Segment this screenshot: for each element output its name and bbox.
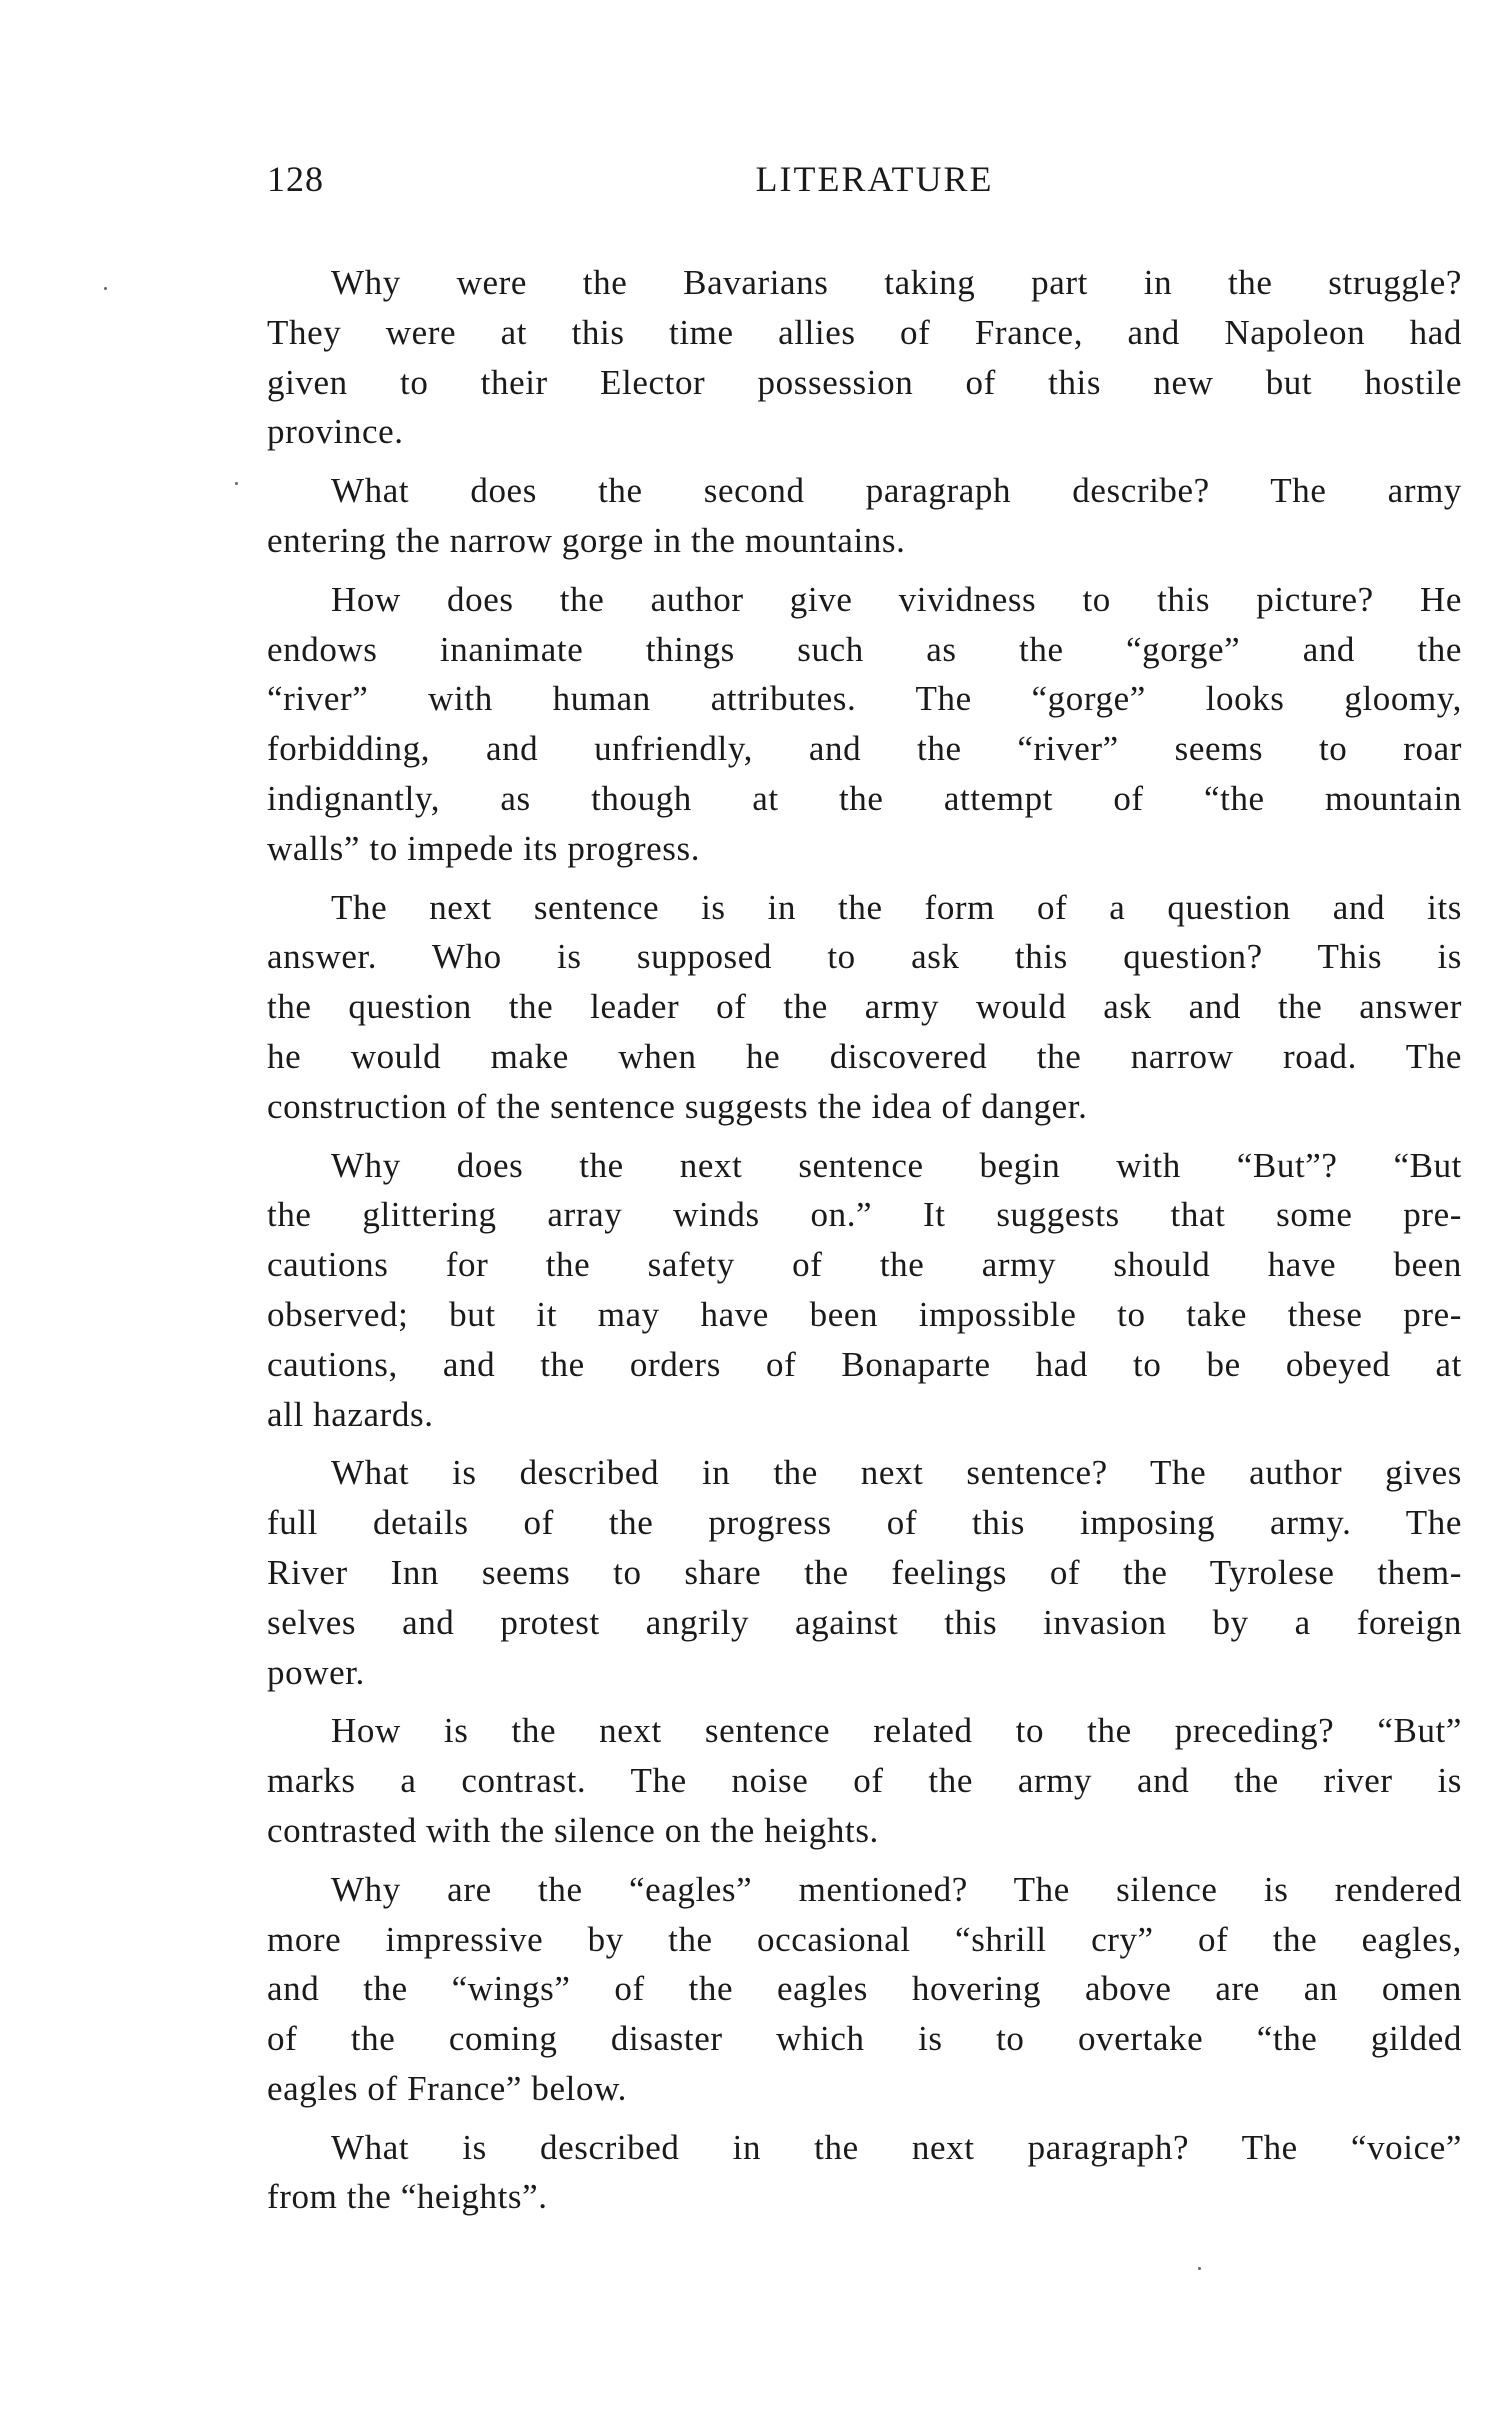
text-line: construction of the sentence suggests the idea of danger. <box>267 1086 1088 1126</box>
text-line: he would make when he discovered the narrow road. The <box>267 1036 1462 1076</box>
text-line: all hazards. <box>267 1394 434 1434</box>
page-body <box>267 258 1462 2231</box>
paragraph <box>267 1865 1462 2114</box>
paragraph <box>267 575 1462 874</box>
text-line: indignantly, as though at the attempt of “the mountain <box>267 778 1462 818</box>
text-line: province. <box>267 412 404 452</box>
paragraph <box>267 883 1462 1132</box>
text-line: and the “wings” of the eagles hovering above are an omen <box>267 1969 1462 2009</box>
text-line: more impressive by the occasional “shrill cry” of the eagles, <box>267 1919 1462 1959</box>
text-line: power. <box>267 1652 365 1692</box>
text-line: full details of the progress of this imposing army. The <box>267 1503 1462 1543</box>
running-title: LITERATURE <box>755 159 994 199</box>
text-line: What is described in the next paragraph? The “voice” <box>331 2127 1462 2167</box>
text-line: walls” to impede its progress. <box>267 828 701 868</box>
paragraph <box>267 1448 1462 1697</box>
text-line: cautions, and the orders of Bonaparte had to be obeyed at <box>267 1344 1462 1384</box>
scan-speck <box>235 482 238 485</box>
text-line: given to their Elector possession of this new but hostile <box>267 362 1462 402</box>
text-line: Why were the Bavarians taking part in the struggle? <box>331 263 1462 302</box>
paragraph <box>267 466 1462 566</box>
text-line: selves and protest angrily against this invasion by a foreign <box>267 1602 1462 1642</box>
running-header <box>267 158 1462 208</box>
text-line: answer. Who is supposed to ask this question? This is <box>267 937 1462 977</box>
text-line: What does the second paragraph describe? The army <box>331 471 1462 511</box>
text-line: endows inanimate things such as the “gorge” and the <box>267 629 1462 669</box>
paragraph <box>267 1706 1462 1855</box>
text-line: The next sentence is in the form of a question and its <box>331 887 1462 927</box>
text-line: eagles of France” below. <box>267 2068 628 2108</box>
text-line: How does the author give vividness to this picture? He <box>331 579 1462 619</box>
scan-speck <box>1198 2267 1201 2270</box>
scan-speck <box>104 287 107 290</box>
text-line: Why are the “eagles” mentioned? The silence is rendered <box>331 1869 1462 1909</box>
text-line: River Inn seems to share the feelings of the Tyrolese them- <box>267 1552 1462 1592</box>
text-line: from the “heights”. <box>267 2177 548 2217</box>
text-line: entering the narrow gorge in the mountains. <box>267 520 906 560</box>
text-line: the glittering array winds on.” It suggests that some pre- <box>267 1195 1462 1235</box>
text-line: “river” with human attributes. The “gorge” looks gloomy, <box>267 679 1462 719</box>
text-line: cautions for the safety of the army should have been <box>267 1245 1462 1285</box>
paragraph <box>267 1141 1462 1440</box>
text-line: the question the leader of the army would ask and the answer <box>267 987 1462 1027</box>
text-line: How is the next sentence related to the preceding? “But” <box>331 1711 1462 1751</box>
text-line: of the coming disaster which is to overtake “the gilded <box>267 2019 1462 2059</box>
paragraph <box>267 2123 1462 2223</box>
text-line: marks a contrast. The noise of the army and the river is <box>267 1761 1462 1801</box>
text-line: contrasted with the silence on the heights. <box>267 1810 879 1850</box>
text-line: forbidding, and unfriendly, and the “river” seems to roar <box>267 729 1462 769</box>
page-number: 128 <box>267 159 324 199</box>
text-line: observed; but it may have been impossible to take these pre- <box>267 1294 1462 1334</box>
text-line: They were at this time allies of France, and Napoleon had <box>267 312 1462 352</box>
text-line: Why does the next sentence begin with “But”? “But <box>331 1145 1462 1185</box>
text-line: What is described in the next sentence? The author gives <box>331 1453 1462 1493</box>
paragraph <box>267 258 1462 457</box>
